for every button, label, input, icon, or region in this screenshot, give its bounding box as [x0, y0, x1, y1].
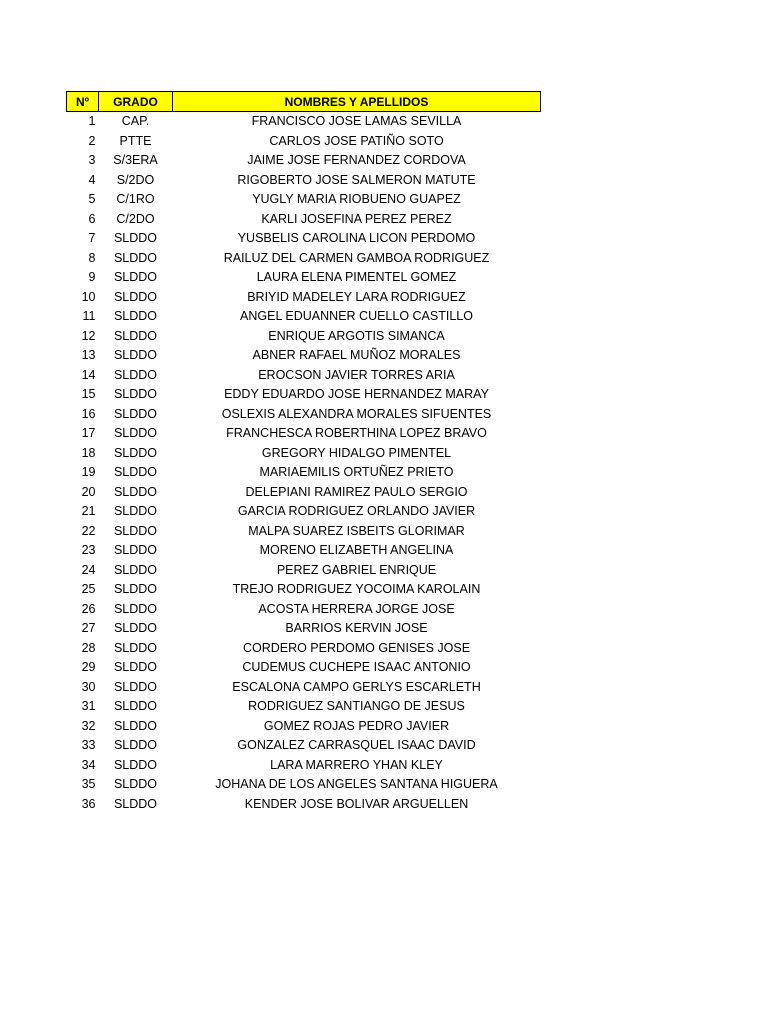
- row-name: BRIYID MADELEY LARA RODRIGUEZ: [247, 289, 466, 304]
- table-row: [67, 171, 541, 191]
- row-number: 32: [81, 718, 96, 733]
- table-row: [67, 210, 541, 230]
- table-row: [67, 405, 541, 425]
- table-row: [67, 697, 541, 717]
- row-number: 36: [81, 796, 96, 811]
- row-number: 15: [81, 387, 96, 401]
- row-name: EDDY EDUARDO JOSE HERNANDEZ MARAY: [224, 387, 489, 401]
- row-grade: SLDDO: [113, 640, 158, 655]
- row-number: 28: [81, 640, 96, 655]
- table-row: [67, 424, 541, 444]
- row-grade: C/2DO: [116, 211, 155, 226]
- row-number: 11: [82, 309, 96, 323]
- row-number: 6: [88, 211, 96, 226]
- row-number: 8: [88, 250, 96, 265]
- table-row: [67, 658, 541, 678]
- table-row: [67, 736, 541, 756]
- row-grade: PTTE: [119, 133, 152, 148]
- row-name: CUDEMUS CUCHEPE ISAAC ANTONIO: [242, 660, 471, 674]
- table-row: [67, 522, 541, 542]
- row-number: 4: [88, 172, 96, 187]
- table-row: [67, 619, 541, 639]
- row-name: ANGEL EDUANNER CUELLO CASTILLO: [240, 309, 473, 323]
- row-name: YUSBELIS CAROLINA LICON PERDOMO: [237, 231, 476, 245]
- row-grade: SLDDO: [113, 679, 158, 694]
- row-number: 33: [81, 738, 96, 752]
- row-grade: SLDDO: [113, 660, 158, 674]
- row-number: 29: [81, 660, 96, 674]
- row-name: RAILUZ DEL CARMEN GAMBOA RODRIGUEZ: [223, 250, 490, 265]
- row-number: 9: [88, 270, 96, 284]
- row-number: 3: [88, 153, 96, 167]
- row-grade: SLDDO: [113, 289, 158, 304]
- row-number: 12: [81, 328, 96, 343]
- table-row: [67, 502, 541, 522]
- row-name: GONZALEZ CARRASQUEL ISAAC DAVID: [237, 738, 476, 752]
- table-row: [67, 483, 541, 503]
- row-number: 35: [81, 777, 96, 791]
- row-name: LAURA ELENA PIMENTEL GOMEZ: [256, 270, 457, 284]
- table-row: [67, 346, 541, 366]
- table-row: [67, 249, 541, 269]
- row-grade: SLDDO: [113, 231, 158, 245]
- table-row: [67, 112, 541, 132]
- row-number: 26: [81, 601, 96, 616]
- row-grade: SLDDO: [113, 367, 158, 382]
- table-body: [67, 112, 541, 815]
- row-number: 16: [81, 406, 96, 421]
- row-grade: C/1RO: [116, 192, 155, 206]
- row-name: GREGORY HIDALGO PIMENTEL: [261, 445, 452, 460]
- table-row: [67, 678, 541, 698]
- row-grade: CAP.: [121, 114, 150, 128]
- row-grade: SLDDO: [113, 465, 158, 479]
- row-name: ENRIQUE ARGOTIS SIMANCA: [268, 328, 445, 343]
- table-row: [67, 151, 541, 171]
- row-number: 34: [81, 757, 96, 772]
- row-grade: SLDDO: [113, 543, 158, 557]
- row-number: 27: [81, 621, 96, 635]
- row-name: ESCALONA CAMPO GERLYS ESCARLETH: [232, 679, 481, 694]
- row-grade: SLDDO: [113, 250, 158, 265]
- row-grade: SLDDO: [113, 757, 158, 772]
- row-name: KENDER JOSE BOLIVAR ARGUELLEN: [244, 796, 469, 811]
- row-number: 23: [81, 543, 96, 557]
- row-grade: SLDDO: [113, 387, 158, 401]
- row-name: KARLI JOSEFINA PEREZ PEREZ: [261, 211, 452, 226]
- row-grade: SLDDO: [113, 796, 158, 811]
- row-number: 10: [81, 289, 96, 304]
- row-grade: S/2DO: [116, 172, 155, 187]
- row-name: RODRIGUEZ SANTIANGO DE JESUS: [248, 699, 465, 713]
- row-number: 2: [88, 133, 96, 148]
- row-name: RIGOBERTO JOSE SALMERON MATUTE: [237, 172, 476, 187]
- row-name: MALPA SUAREZ ISBEITS GLORIMAR: [248, 523, 465, 538]
- table-row: [67, 580, 541, 600]
- row-grade: SLDDO: [113, 738, 158, 752]
- row-number: 5: [88, 192, 96, 206]
- row-number: 24: [81, 562, 96, 577]
- table-row: [67, 268, 541, 288]
- table-row: [67, 541, 541, 561]
- row-number: 13: [81, 348, 96, 362]
- row-grade: SLDDO: [113, 445, 158, 460]
- row-grade: SLDDO: [113, 426, 158, 440]
- row-name: OSLEXIS ALEXANDRA MORALES SIFUENTES: [221, 406, 492, 421]
- row-grade: SLDDO: [113, 562, 158, 577]
- row-grade: SLDDO: [113, 699, 158, 713]
- row-number: 1: [88, 114, 96, 128]
- table-row: [67, 327, 541, 347]
- table-row: [67, 190, 541, 210]
- column-header-name: NOMBRES Y APELLIDOS: [173, 92, 541, 112]
- column-header-number: Nº: [67, 92, 99, 112]
- row-name: FRANCISCO JOSE LAMAS SEVILLA: [251, 114, 462, 128]
- table-row: [67, 444, 541, 464]
- table-row: [67, 288, 541, 308]
- row-number: 18: [81, 445, 96, 460]
- row-name: MARIAEMILIS ORTUÑEZ PRIETO: [259, 465, 454, 479]
- row-name: BARRIOS KERVIN JOSE: [285, 621, 428, 635]
- table-header: [67, 92, 541, 112]
- table-row: [67, 132, 541, 152]
- table-row: [67, 756, 541, 776]
- row-number: 21: [81, 504, 96, 518]
- table-row: [67, 600, 541, 620]
- table-row: [67, 561, 541, 581]
- row-name: ACOSTA HERRERA JORGE JOSE: [258, 601, 455, 616]
- row-name: JAIME JOSE FERNANDEZ CORDOVA: [247, 153, 466, 167]
- row-name: YUGLY MARIA RIOBUENO GUAPEZ: [252, 192, 461, 206]
- table-row: [67, 639, 541, 659]
- table-row: [67, 463, 541, 483]
- row-grade: SLDDO: [113, 718, 158, 733]
- roster-sheet: [66, 91, 541, 814]
- row-name: ABNER RAFAEL MUÑOZ MORALES: [252, 348, 461, 362]
- row-number: 25: [81, 582, 96, 596]
- row-name: GOMEZ ROJAS PEDRO JAVIER: [263, 718, 450, 733]
- row-name: JOHANA DE LOS ANGELES SANTANA HIGUERA: [215, 777, 498, 791]
- row-grade: SLDDO: [113, 406, 158, 421]
- table-row: [67, 385, 541, 405]
- header-row: [67, 92, 541, 112]
- row-grade: SLDDO: [113, 582, 158, 596]
- row-grade: SLDDO: [113, 621, 158, 635]
- row-number: 30: [81, 679, 96, 694]
- row-name: CORDERO PERDOMO GENISES JOSE: [242, 640, 471, 655]
- row-grade: S/3ERA: [113, 153, 158, 167]
- row-number: 20: [81, 484, 96, 499]
- row-grade: SLDDO: [113, 348, 158, 362]
- row-number: 31: [81, 699, 96, 713]
- row-grade: SLDDO: [113, 270, 158, 284]
- row-name: MORENO ELIZABETH ANGELINA: [259, 543, 454, 557]
- table-row: [67, 717, 541, 737]
- row-name: GARCIA RODRIGUEZ ORLANDO JAVIER: [237, 504, 476, 518]
- row-grade: SLDDO: [113, 504, 158, 518]
- row-name: FRANCHESCA ROBERTHINA LOPEZ BRAVO: [226, 426, 487, 440]
- row-grade: SLDDO: [113, 601, 158, 616]
- row-number: 17: [81, 426, 96, 440]
- row-name: EROCSON JAVIER TORRES ARIA: [258, 367, 455, 382]
- row-grade: SLDDO: [113, 328, 158, 343]
- row-grade: SLDDO: [113, 484, 158, 499]
- row-name: LARA MARRERO YHAN KLEY: [270, 757, 443, 772]
- table-row: [67, 775, 541, 795]
- table-row: [67, 229, 541, 249]
- row-name: DELEPIANI RAMIREZ PAULO SERGIO: [245, 484, 468, 499]
- row-name: PEREZ GABRIEL ENRIQUE: [276, 562, 437, 577]
- row-number: 22: [81, 523, 96, 538]
- roster-table: [66, 91, 541, 814]
- row-number: 7: [88, 231, 96, 245]
- row-grade: SLDDO: [113, 777, 158, 791]
- table-row: [67, 795, 541, 815]
- row-number: 19: [81, 465, 96, 479]
- table-row: [67, 307, 541, 327]
- column-header-grade: GRADO: [99, 92, 173, 112]
- row-name: TREJO RODRIGUEZ YOCOIMA KAROLAIN: [232, 582, 481, 596]
- row-number: 14: [81, 367, 96, 382]
- row-grade: SLDDO: [113, 309, 158, 323]
- row-grade: SLDDO: [113, 523, 158, 538]
- row-name: CARLOS JOSE PATIÑO SOTO: [269, 133, 444, 148]
- table-row: [67, 366, 541, 386]
